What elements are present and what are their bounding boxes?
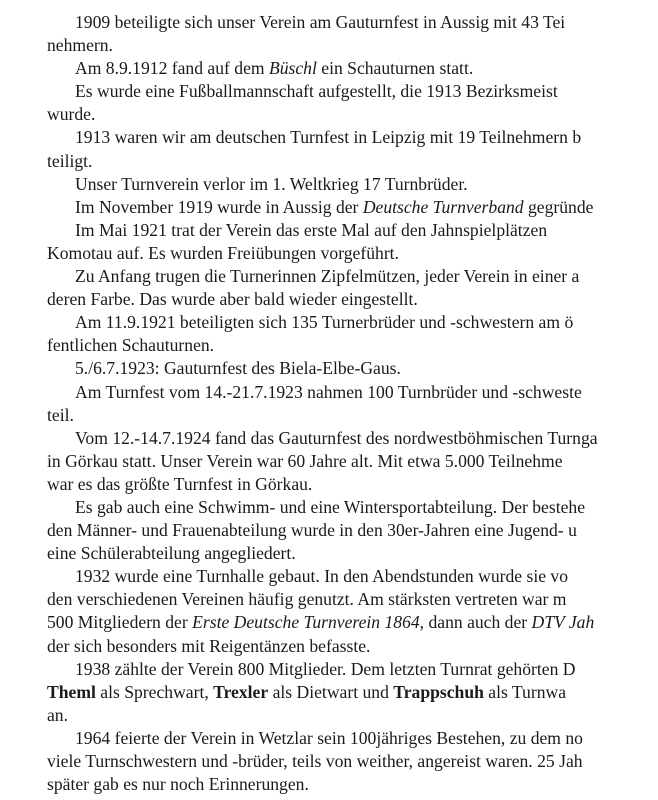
text-segment: , dann auch der [419,612,532,633]
text-line [47,519,658,542]
text-line [47,681,658,704]
paragraph [47,658,658,727]
text-segment: Komotau auf. Es wurden Freiübungen vorgeführt. [47,242,399,263]
paragraph [47,219,658,265]
text-line [47,727,658,750]
text-line [47,219,658,242]
paragraph [47,126,658,172]
text-segment: 1964 feierte der Verein in Wetzlar sein 100jähriges Bestehen, zu dem no [75,727,583,748]
text-segment: später gab es nur noch Erinnerungen. [47,774,309,795]
text-segment: war es das größte Turnfest in Görkau. [47,473,313,494]
paragraph [47,11,658,57]
paragraph [47,57,658,80]
text-segment: Es gab auch eine Schwimm- und eine Wintersportabteilung. Der bestehe [75,496,586,517]
text-line [47,542,658,565]
text-segment: Es wurde eine Fußballmannschaft aufgestellt, die 1913 Bezirksmeist [75,81,558,102]
text-line [47,658,658,681]
text-segment: nehmern. [47,35,113,56]
text-line [47,126,658,149]
document-page [47,11,658,796]
text-segment: in Görkau statt. Unser Verein war 60 Jahre alt. Mit etwa 5.000 Teilnehme [47,450,563,471]
text-line [47,173,658,196]
text-line [47,427,658,450]
text-line [47,34,658,57]
text-line [47,381,658,404]
text-segment: Im Mai 1921 trat der Verein das erste Mal auf den Jahnspielplätzen [75,219,548,240]
text-segment: 500 Mitgliedern der [47,612,193,633]
text-segment: wurde. [47,104,96,125]
text-segment: deren Farbe. Das wurde aber bald wieder eingestellt. [47,289,418,310]
text-line [47,611,658,634]
text-line [47,635,658,658]
text-segment: Vom 12.-14.7.1924 fand das Gauturnfest des nordwestböhmischen Turnga [75,427,598,448]
paragraph [47,565,658,657]
text-segment: den Männer- und Frauenabteilung wurde in den 30er-Jahren eine Jugend- u [47,520,577,541]
text-segment: ein Schauturnen statt. [316,58,474,79]
text-line [47,103,658,126]
paragraph [47,196,658,219]
text-line [47,150,658,173]
text-segment: Unser Turnverein verlor im 1. Weltkrieg 17 Turnbrüder. [75,173,468,194]
text-line [47,450,658,473]
bold-name: Trexler [213,681,269,702]
paragraph [47,381,658,427]
text-line [47,357,658,380]
text-segment: den verschiedenen Vereinen häufig genutzt. Am stärksten vertreten war m [47,589,567,610]
text-line [47,404,658,427]
text-line [47,773,658,796]
text-segment: als Dietwart und [268,681,394,702]
text-segment: 1909 beteiligte sich unser Verein am Gauturnfest in Aussig mit 43 Tei [75,12,566,32]
italic-name: Büschl [268,58,317,79]
paragraph [47,357,658,380]
text-line [47,80,658,103]
text-line [47,496,658,519]
text-segment: an. [47,704,69,725]
text-segment: 1938 zählte der Verein 800 Mitglieder. Dem letzten Turnrat gehörten D [75,658,576,679]
paragraph [47,311,658,357]
text-line [47,311,658,334]
text-segment: 1913 waren wir am deutschen Turnfest in Leipzig mit 19 Teilnehmern b [75,127,582,148]
text-segment: 1932 wurde eine Turnhalle gebaut. In den Abendstunden wurde sie vo [75,566,569,587]
text-line [47,242,658,265]
text-segment: gegründe [523,196,594,217]
text-segment: Am Turnfest vom 14.-21.7.1923 nahmen 100 Turnbrüder und -schweste [75,381,582,402]
text-line [47,750,658,773]
text-line [47,334,658,357]
paragraph [47,173,658,196]
text-segment: Am 11.9.1921 beteiligten sich 135 Turnerbrüder und -schwestern am ö [75,312,574,333]
text-segment: der sich besonders mit Reigentänzen befasste. [47,635,371,656]
paragraph [47,427,658,496]
text-line [47,196,658,219]
text-segment: Zu Anfang trugen die Turnerinnen Zipfelmützen, jeder Verein in einer a [75,266,580,287]
document-body [47,11,658,796]
text-line [47,473,658,496]
paragraph [47,80,658,126]
italic-name: Erste Deutsche Turnverein 1864 [192,612,420,633]
bold-name: Trappschuh [393,681,484,702]
text-segment: Am 8.9.1912 fand auf dem [75,58,269,79]
bold-name: Theml [47,681,96,702]
text-line [47,57,658,80]
text-segment: teiligt. [47,150,93,171]
text-segment: 5./6.7.1923: Gauturnfest des Biela-Elbe-Gaus. [75,358,401,379]
text-segment: teil. [47,404,74,425]
text-line [47,704,658,727]
paragraph [47,727,658,796]
text-line [47,265,658,288]
text-line [47,565,658,588]
italic-name: Deutsche Turnverband [362,196,524,217]
text-segment: fentlichen Schauturnen. [47,335,215,356]
text-segment: Im November 1919 wurde in Aussig der [75,196,363,217]
text-segment: viele Turnschwestern und -brüder, teils von weither, angereist waren. 25 Jah [47,751,583,771]
text-line [47,11,658,34]
text-segment: eine Schülerabteilung angegliedert. [47,543,296,564]
text-line [47,288,658,311]
text-segment: als Sprechwart, [95,681,214,702]
paragraph [47,265,658,311]
italic-name: DTV Jah [531,612,595,633]
text-segment: als Turnwa [483,681,567,702]
text-line [47,588,658,611]
paragraph [47,496,658,565]
